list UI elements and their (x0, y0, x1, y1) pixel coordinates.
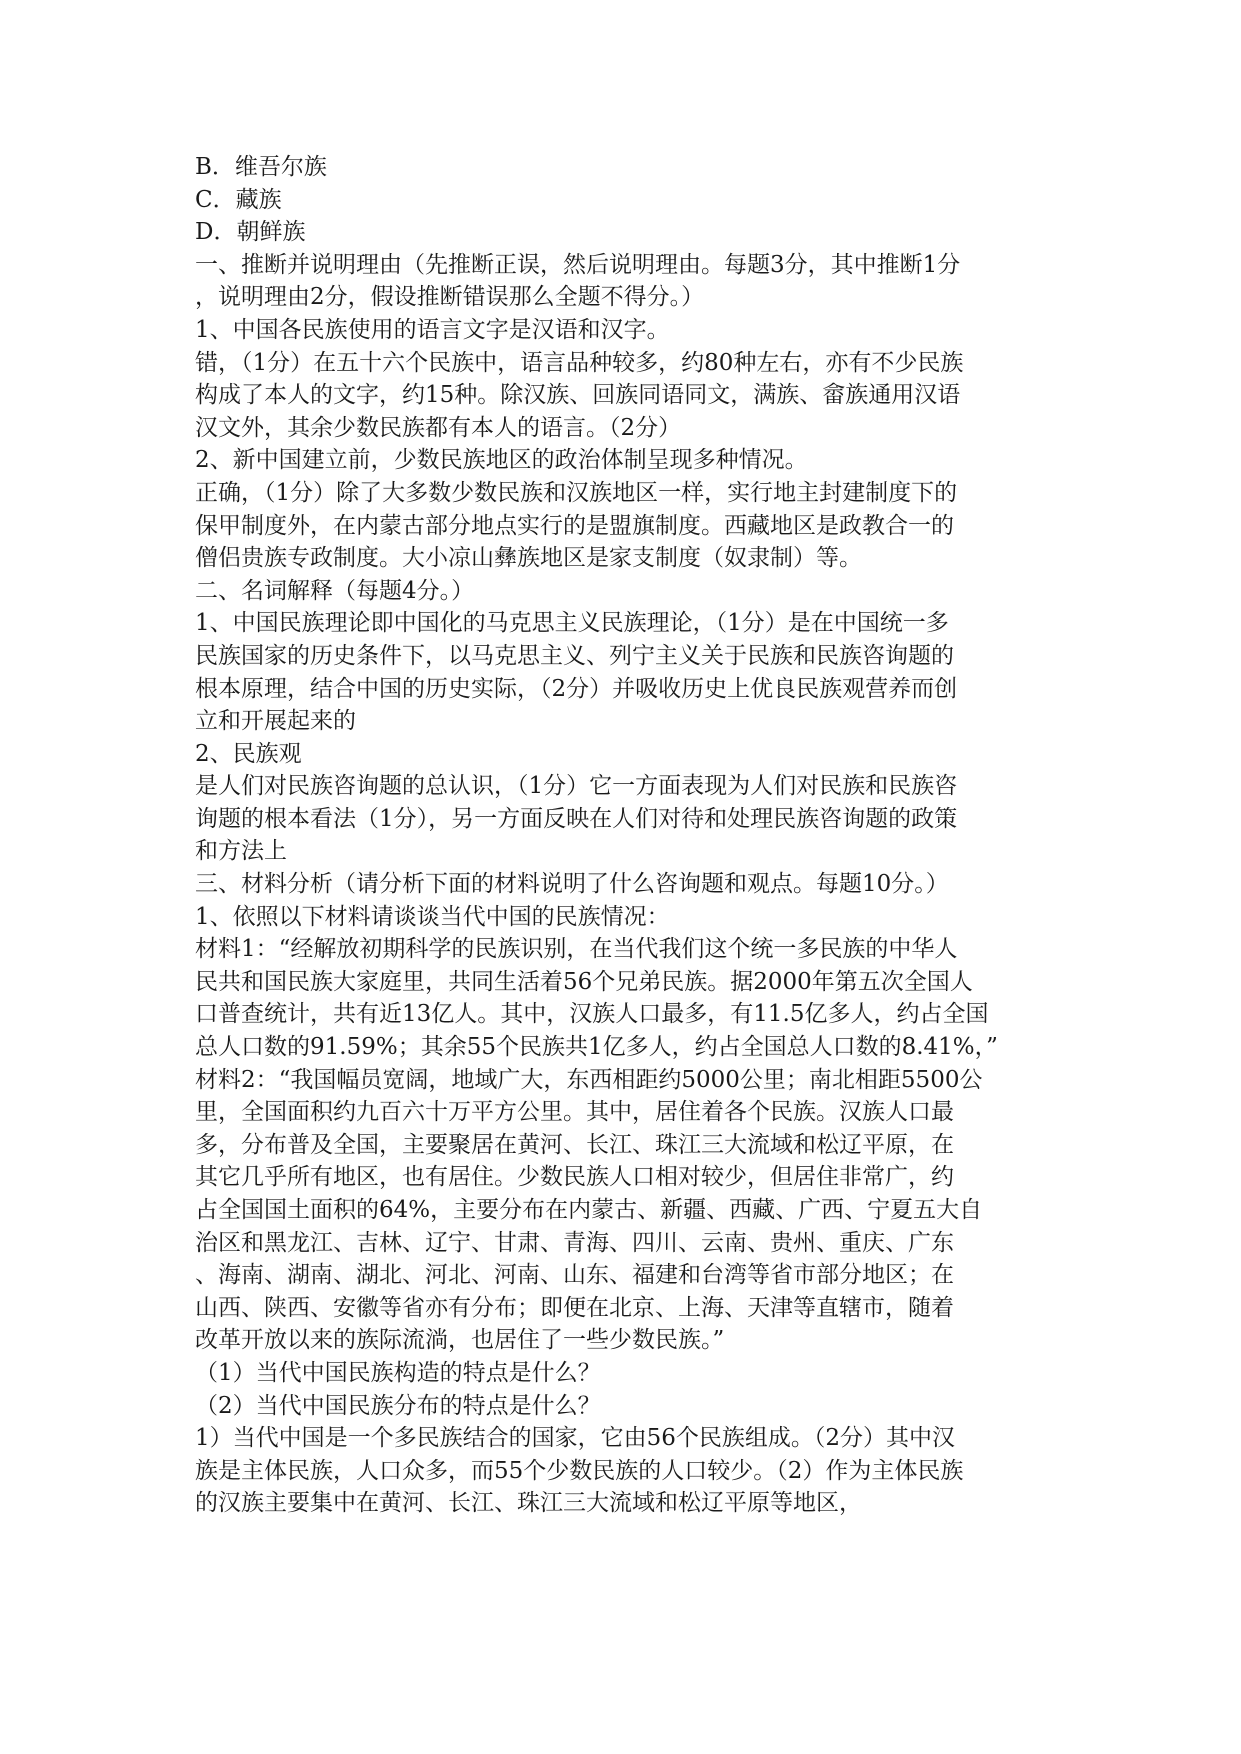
sub-question-2: （2）当代中国民族分布的特点是什么？ (195, 1392, 601, 1419)
option-b: B．维吾尔族 (195, 154, 327, 180)
answer-3-1: 的汉族主要集中在黄河、长江、珠江三大流域和松辽平原等地区， (195, 1490, 862, 1517)
answer-2-1: 民族国家的历史条件下，以马克思主义、列宁主义关于民族和民族咨询题的 (195, 642, 954, 669)
material-2: 、海南、湖南、湖北、河北、河南、山东、福建和台湾等省市部分地区；在 (195, 1262, 954, 1289)
question-2-2: 2、民族观 (195, 740, 302, 767)
material-1: 材料1：“经解放初期科学的民族识别，在当代我们这个统一多民族的中华人 (195, 936, 958, 963)
answer-2-1: 根本原理，结合中国的历史实际，（2分）并吸收历史上优良民族观营养而创 (195, 675, 958, 702)
answer-2-2: 是人们对民族咨询题的总认识，（1分）它一方面表现为人们对民族和民族咨 (195, 773, 958, 800)
answer-2-2: 询题的根本看法（1分），另一方面反映在人们对待和处理民族咨询题的政策 (195, 805, 958, 832)
material-2: 多，分布普及全国，主要聚居在黄河、长江、珠江三大流域和松辽平原，在 (195, 1131, 954, 1158)
material-1: 民共和国民族大家庭里，共同生活着56个兄弟民族。据2000年第五次全国人 (195, 968, 973, 995)
question-1-2: 2、新中国建立前，少数民族地区的政治体制呈现多种情况。 (195, 447, 808, 474)
material-2: 改革开放以来的族际流淌，也居住了一些少数民族。” (195, 1327, 725, 1354)
answer-2-1: 1、中国民族理论即中国化的马克思主义民族理论，（1分）是在中国统一多 (195, 610, 949, 637)
section-3-heading: 三、材料分析（请分析下面的材料说明了什么咨询题和观点。每题10分。） (195, 871, 949, 898)
material-2: 其它几乎所有地区，也有居住。少数民族人口相对较少，但居住非常广，约 (195, 1164, 954, 1191)
answer-1-1: 汉文外，其余少数民族都有本人的语言。（2分） (195, 414, 682, 441)
sub-question-1: （1）当代中国民族构造的特点是什么？ (195, 1359, 601, 1386)
material-2: 里，全国面积约九百六十万平方公里。其中，居住着各个民族。汉族人口最 (195, 1099, 954, 1126)
question-1-1: 1、中国各民族使用的语言文字是汉语和汉字。 (195, 316, 670, 343)
section-2-heading: 二、名词解释（每题4分。） (195, 577, 475, 604)
answer-1-2: 僧侣贵族专政制度。大小凉山彝族地区是家支制度（奴隶制）等。 (195, 545, 862, 572)
answer-1-2: 正确，（1分）除了大多数少数民族和汉族地区一样，实行地主封建制度下的 (195, 479, 958, 506)
section-1-heading: 一、推断并说明理由（先推断正误，然后说明理由。每题3分，其中推断1分 (195, 251, 961, 278)
material-1: 口普查统计，共有近13亿人。其中，汉族人口最多，有11.5亿多人，约占全国 (195, 1001, 989, 1028)
material-2: 材料2：“我国幅员宽阔，地域广大，东西相距约5000公里；南北相距5500公 (195, 1066, 983, 1093)
answer-3-1: 1）当代中国是一个多民族结合的国家，它由56个民族组成。（2分）其中汉 (195, 1425, 956, 1452)
answer-1-2: 保甲制度外，在内蒙古部分地点实行的是盟旗制度。西藏地区是政教合一的 (195, 512, 954, 539)
section-1-heading-cont: ，说明理由2分，假设推断错误那么全题不得分。） (195, 284, 705, 311)
answer-1-1: 构成了本人的文字，约15种。除汉族、回族同语同文，满族、畲族通用汉语 (195, 382, 961, 409)
answer-3-1: 族是主体民族，人口众多，而55个少数民族的人口较少。（2）作为主体民族 (195, 1457, 964, 1484)
material-2: 山西、陕西、安徽等省亦有分布；即便在北京、上海、天津等直辖市，随着 (195, 1294, 954, 1321)
option-d: D．朝鲜族 (195, 219, 306, 246)
material-1: 总人口数的91.59%；其余55个民族共1亿多人，约占全国总人口数的8.41%，” (195, 1034, 998, 1061)
answer-1-1: 错，（1分）在五十六个民族中，语言品种较多，约80种左右，亦有不少民族 (195, 349, 964, 376)
question-3-1: 1、依照以下材料请谈谈当代中国的民族情况： (195, 903, 670, 930)
document-page (195, 151, 1075, 1520)
answer-2-2: 和方法上 (195, 838, 287, 865)
material-2: 占全国国土面积的64%，主要分布在内蒙古、新疆、西藏、广西、宁夏五大自 (195, 1197, 983, 1223)
material-2: 治区和黑龙江、吉林、辽宁、甘肃、青海、四川、云南、贵州、重庆、广东 (195, 1229, 954, 1256)
option-c: C．藏族 (195, 186, 282, 213)
answer-2-1: 立和开展起来的 (195, 708, 356, 735)
